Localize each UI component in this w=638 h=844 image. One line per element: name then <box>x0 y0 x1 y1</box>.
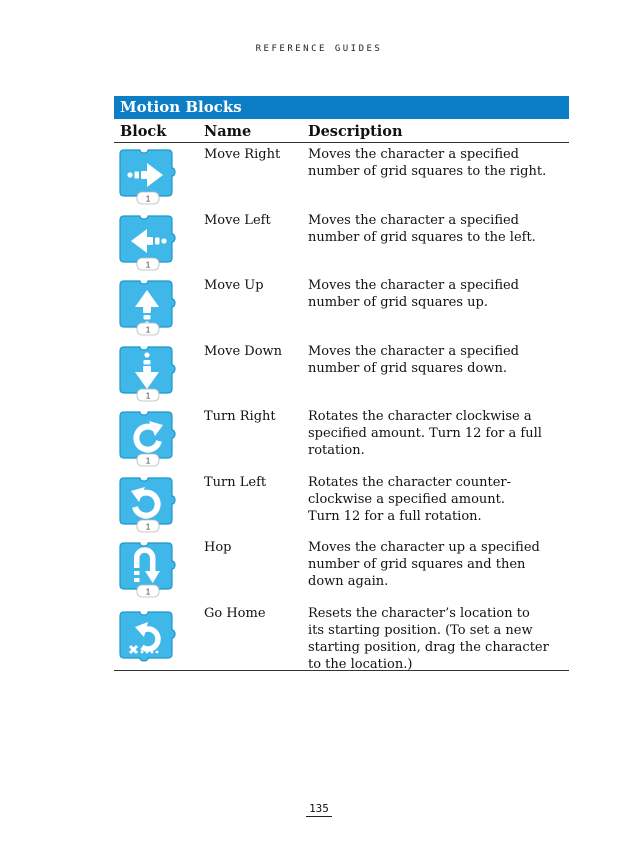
description-line: number of grid squares to the right. <box>308 164 547 179</box>
description-line: number of grid squares to the left. <box>308 229 536 245</box>
block-cell <box>114 405 204 471</box>
table-title: Motion Blocks <box>114 96 569 119</box>
svg-text:1: 1 <box>145 390 151 400</box>
svg-text:1: 1 <box>145 324 151 335</box>
block-description <box>308 602 569 670</box>
motion-blocks-table <box>114 96 569 671</box>
description-line: Moves the character a specified <box>308 278 520 293</box>
column-header-description: Description <box>308 123 403 140</box>
description-line: number of grid squares up. <box>308 295 489 310</box>
description-line: to the location.) <box>308 656 413 672</box>
page-number: 135 <box>0 802 638 817</box>
block-description <box>308 340 569 406</box>
table-row <box>114 405 569 471</box>
table-row <box>114 209 569 275</box>
svg-text:1: 1 <box>145 455 151 466</box>
description-line: Rotates the character counter- <box>308 474 512 490</box>
block-name: Turn Left <box>204 474 267 490</box>
description-line: Moves the character a specified <box>308 147 520 162</box>
table-row <box>114 602 569 671</box>
block-name: Move Up <box>204 278 264 293</box>
arrow-left-icon <box>118 213 178 271</box>
table-row <box>114 274 569 340</box>
turn-right-icon <box>118 409 178 467</box>
description-line: rotation. <box>308 443 365 458</box>
description-line: starting position, drag the character <box>308 639 549 655</box>
table-header-row <box>114 119 569 143</box>
block-description <box>308 143 569 209</box>
description-line: Resets the character’s location to <box>308 605 530 621</box>
column-header-name: Name <box>204 123 252 140</box>
column-header-block: Block <box>120 123 167 140</box>
svg-text:1: 1 <box>145 521 151 531</box>
description-line: Rotates the character clockwise a <box>308 409 532 424</box>
block-cell <box>114 340 204 406</box>
arrow-up-icon <box>118 278 178 336</box>
table-row <box>114 143 569 209</box>
block-name: Move Down <box>204 343 283 359</box>
description-line: its starting position. (To set a new <box>308 622 533 638</box>
svg-text:1: 1 <box>145 259 151 269</box>
block-name: Hop <box>204 540 232 555</box>
description-line: Moves the character a specified <box>308 343 520 359</box>
block-name: Go Home <box>204 605 266 621</box>
block-name: Move Left <box>204 212 271 228</box>
block-cell <box>114 536 204 602</box>
description-line: number of grid squares and then <box>308 557 526 572</box>
description-line: down again. <box>308 574 389 589</box>
description-line: Moves the character up a specified <box>308 540 540 555</box>
block-description <box>308 209 569 275</box>
go-home-icon <box>118 606 178 664</box>
block-description <box>308 471 569 537</box>
description-line: Moves the character a specified <box>308 212 520 228</box>
block-description <box>308 274 569 340</box>
table-row <box>114 536 569 602</box>
table-row <box>114 471 569 537</box>
table-body <box>114 143 569 671</box>
description-line: specified amount. Turn 12 for a full <box>308 426 542 441</box>
svg-text:1: 1 <box>145 586 151 597</box>
block-name: Turn Right <box>204 409 276 424</box>
block-cell <box>114 602 204 670</box>
running-head: REFERENCE GUIDES <box>255 44 383 54</box>
description-line: number of grid squares down. <box>308 360 507 376</box>
description-line: Turn 12 for a full rotation. <box>308 508 482 524</box>
hop-icon <box>118 540 178 598</box>
arrow-right-icon <box>118 147 178 205</box>
block-cell <box>114 209 204 275</box>
turn-left-icon <box>118 475 178 533</box>
block-cell <box>114 274 204 340</box>
block-description <box>308 405 569 471</box>
block-name: Move Right <box>204 147 281 162</box>
block-cell <box>114 143 204 209</box>
arrow-down-icon <box>118 344 178 402</box>
table-row <box>114 340 569 406</box>
svg-text:1: 1 <box>145 193 151 204</box>
block-cell <box>114 471 204 537</box>
description-line: clockwise a specified amount. <box>308 491 506 507</box>
block-description <box>308 536 569 602</box>
